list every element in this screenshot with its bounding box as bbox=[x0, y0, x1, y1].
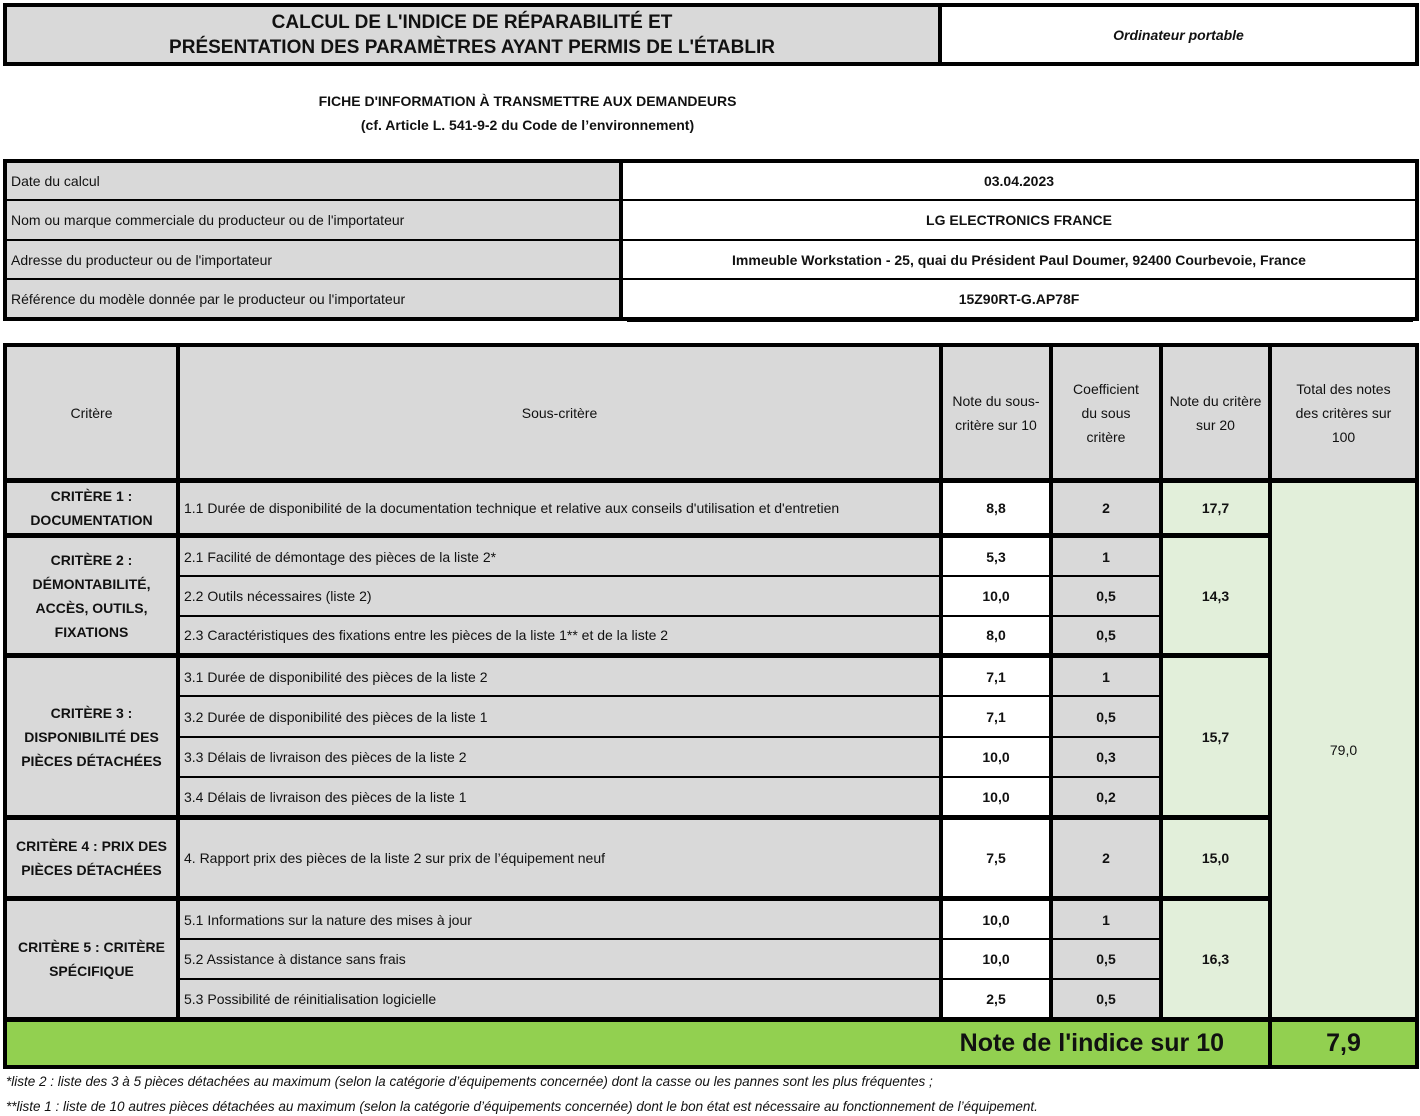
criterion-1-score: 17,7 bbox=[1163, 483, 1268, 533]
header-note-sous: Note du sous-critère sur 10 bbox=[943, 347, 1049, 478]
sub-3-1-coef: 1 bbox=[1053, 658, 1159, 695]
product-type: Ordinateur portable bbox=[1113, 26, 1244, 43]
sub-5-3-note: 2,5 bbox=[943, 980, 1049, 1017]
criterion-4-name: CRITÈRE 4 : PRIX DES PIÈCES DÉTACHÉES bbox=[7, 820, 176, 896]
info-value-brand: LG ELECTRONICS FRANCE bbox=[926, 212, 1112, 228]
header-note-critere: Note du critère sur 20 bbox=[1163, 347, 1268, 478]
footnote-liste-1: **liste 1 : liste de 10 autres pièces détachées au maximum (selon la catégorie d’équipements concernée) dont le bon état est nécessaire au fonctionnement de l’équipement. bbox=[6, 1099, 1038, 1114]
subtitle bbox=[220, 88, 835, 138]
sub-5-3-coef: 0,5 bbox=[1053, 980, 1159, 1017]
sub-5-1-note: 10,0 bbox=[943, 901, 1049, 938]
criterion-2-name: CRITÈRE 2 : DÉMONTABILITÉ, ACCÈS, OUTILS, FIXATIONS bbox=[7, 538, 176, 653]
criterion-5-score: 16,3 bbox=[1163, 901, 1268, 1017]
index-value: 7,9 bbox=[1272, 1022, 1415, 1065]
criterion-3-name: CRITÈRE 3 : DISPONIBILITÉ DES PIÈCES DÉTACHÉES bbox=[7, 658, 176, 815]
criterion-4-score: 15,0 bbox=[1163, 820, 1268, 896]
sub-3-1-note: 7,1 bbox=[943, 658, 1049, 695]
sub-3-2-coef: 0,5 bbox=[1053, 697, 1159, 736]
sub-2-2-coef: 0,5 bbox=[1053, 577, 1159, 615]
sub-4-label: 4. Rapport prix des pièces de la liste 2 sur prix de l’équipement neuf bbox=[180, 820, 939, 896]
title-line-2: PRÉSENTATION DES PARAMÈTRES AYANT PERMIS DE L'ÉTABLIR bbox=[169, 37, 775, 58]
header-critere: Critère bbox=[7, 347, 176, 478]
subtitle-line-2: (cf. Article L. 541-9-2 du Code de l’environnement) bbox=[360, 117, 695, 133]
info-label-brand: Nom ou marque commerciale du producteur ou de l'importateur bbox=[11, 212, 405, 228]
index-label: Note de l'indice sur 10 bbox=[7, 1022, 1268, 1065]
sub-2-2-label: 2.2 Outils nécessaires (liste 2) bbox=[180, 577, 939, 615]
criterion-3-score: 15,7 bbox=[1163, 658, 1268, 815]
sub-2-3-note: 8,0 bbox=[943, 617, 1049, 653]
header-total: Total des notes des critères sur 100 bbox=[1272, 347, 1415, 478]
sub-4-note: 7,5 bbox=[943, 820, 1049, 896]
sub-3-3-coef: 0,3 bbox=[1053, 738, 1159, 776]
info-value-model: 15Z90RT-G.AP78F bbox=[958, 290, 1080, 307]
sub-2-1-note: 5,3 bbox=[943, 538, 1049, 575]
sub-1-1-coef: 2 bbox=[1053, 483, 1159, 533]
criterion-1-name: CRITÈRE 1 : DOCUMENTATION bbox=[7, 483, 176, 533]
info-label-address: Adresse du producteur ou de l'importateur bbox=[11, 251, 273, 268]
sub-3-4-coef: 0,2 bbox=[1053, 778, 1159, 815]
sub-5-1-label: 5.1 Informations sur la nature des mises à jour bbox=[180, 901, 939, 938]
title-line-1: CALCUL DE L'INDICE DE RÉPARABILITÉ ET bbox=[271, 12, 673, 33]
page-title bbox=[3, 5, 941, 65]
sub-3-1-label: 3.1 Durée de disponibilité des pièces de la liste 2 bbox=[180, 658, 939, 695]
sub-3-3-note: 10,0 bbox=[943, 738, 1049, 776]
sub-3-2-note: 7,1 bbox=[943, 697, 1049, 736]
subtitle-line-1: FICHE D'INFORMATION À TRANSMETTRE AUX DEMANDEURS bbox=[318, 93, 737, 109]
double-underline bbox=[627, 321, 1413, 322]
sub-5-2-coef: 0,5 bbox=[1053, 940, 1159, 978]
sub-5-2-label: 5.2 Assistance à distance sans frais bbox=[180, 940, 939, 978]
sub-2-3-label: 2.3 Caractéristiques des fixations entre les pièces de la liste 1** et de la liste 2 bbox=[180, 617, 939, 653]
footnote-liste-2: *liste 2 : liste des 3 à 5 pièces détachées au maximum (selon la catégorie d’équipements concernée) dont la casse ou les pannes sont les plus fréquentes ; bbox=[6, 1074, 933, 1089]
sub-2-2-note: 10,0 bbox=[943, 577, 1049, 615]
sub-2-1-label: 2.1 Facilité de démontage des pièces de la liste 2* bbox=[180, 538, 939, 575]
sub-4-coef: 2 bbox=[1053, 820, 1159, 896]
info-label-date: Date du calcul bbox=[11, 173, 100, 189]
info-label-model: Référence du modèle donnée par le producteur ou l'importateur bbox=[11, 290, 406, 307]
sub-3-2-label: 3.2 Durée de disponibilité des pièces de la liste 1 bbox=[180, 697, 939, 736]
sub-5-3-label: 5.3 Possibilité de réinitialisation logicielle bbox=[180, 980, 939, 1017]
total-100: 79,0 bbox=[1272, 483, 1415, 1017]
sub-5-2-note: 10,0 bbox=[943, 940, 1049, 978]
header-coef: Coefficient du sous critère bbox=[1053, 347, 1159, 478]
criterion-2-score: 14,3 bbox=[1163, 538, 1268, 653]
sub-5-1-coef: 1 bbox=[1053, 901, 1159, 938]
info-value-date: 03.04.2023 bbox=[983, 173, 1055, 189]
criterion-5-name: CRITÈRE 5 : CRITÈRE SPÉCIFIQUE bbox=[7, 901, 176, 1017]
sub-3-4-note: 10,0 bbox=[943, 778, 1049, 815]
sub-1-1-label: 1.1 Durée de disponibilité de la documentation technique et relative aux conseils d'utilisation et d'entretien bbox=[180, 483, 939, 533]
sub-3-3-label: 3.3 Délais de livraison des pièces de la liste 2 bbox=[180, 738, 939, 776]
sub-2-1-coef: 1 bbox=[1053, 538, 1159, 575]
sub-2-3-coef: 0,5 bbox=[1053, 617, 1159, 653]
header-sous-critere: Sous-critère bbox=[180, 347, 939, 478]
sub-3-4-label: 3.4 Délais de livraison des pièces de la liste 1 bbox=[180, 778, 939, 815]
sub-1-1-note: 8,8 bbox=[943, 483, 1049, 533]
info-value-address: Immeuble Workstation - 25, quai du Président Paul Doumer, 92400 Courbevoie, France bbox=[732, 251, 1306, 268]
